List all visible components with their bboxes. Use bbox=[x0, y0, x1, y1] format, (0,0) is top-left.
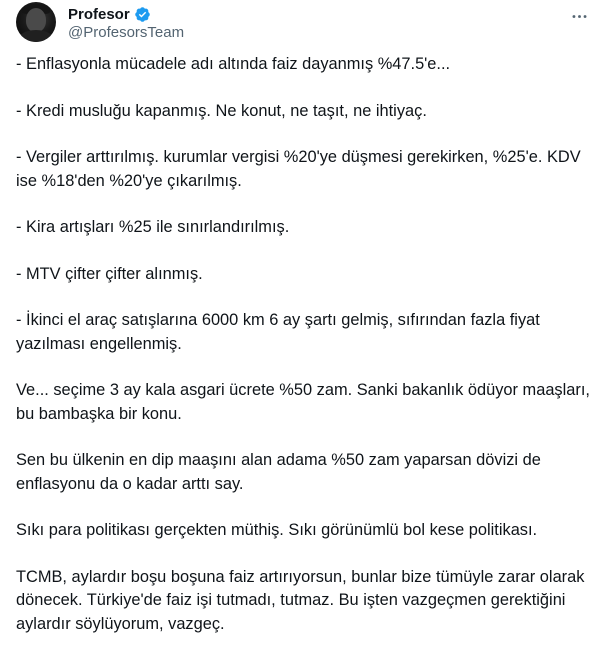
avatar[interactable] bbox=[16, 2, 56, 42]
avatar-face-shape bbox=[26, 8, 46, 32]
tweet-text bbox=[16, 53, 596, 659]
tweet-header bbox=[16, 2, 593, 46]
name-row bbox=[68, 4, 151, 24]
tweet-paragraph: - İkinci el araç satışlarına 6000 km 6 ay şartı gelmiş, sıfırından fazla fiyat yazılması engellenmiş. bbox=[16, 311, 540, 353]
author-handle[interactable]: @ProfesorsTeam bbox=[68, 24, 185, 41]
tweet-paragraph: - Kira artışları %25 ile sınırlandırılmış. bbox=[16, 218, 290, 236]
avatar-body-shape bbox=[18, 30, 54, 42]
verified-badge-icon bbox=[134, 6, 151, 23]
tweet-paragraph: Ve... seçime 3 ay kala asgari ücrete %50 zam. Sanki bakanlık ödüyor maaşları, bu bambaşka bir konu. bbox=[16, 381, 590, 423]
tweet-paragraph: - Vergiler arttırılmış. kurumlar vergisi %20'ye düşmesi gerekirken, %25'e. KDV ise %18'den %20'ye çıkarılmış. bbox=[16, 148, 581, 190]
more-horizontal-icon bbox=[570, 7, 589, 26]
tweet-paragraph: Sıkı para politikası gerçekten müthiş. Sıkı görünümlü bol kese politikası. bbox=[16, 521, 538, 539]
tweet-paragraph: - Enflasyonla mücadele adı altında faiz dayanmış %47.5'e... bbox=[16, 55, 451, 73]
tweet-paragraph: TCMB, aylardır boşu boşuna faiz artırıyorsun, bunlar bize tümüyle zarar olarak dönecek. Türkiye'de faiz işi tutmadı, tutmaz. Bu işten vazgeçmen gerektiğini aylardır söylüyorum, vazgeç. bbox=[16, 567, 585, 633]
more-options-button[interactable] bbox=[565, 2, 593, 30]
tweet-paragraph: - MTV çifter çifter alınmış. bbox=[16, 264, 203, 283]
author-display-name[interactable]: Profesor bbox=[68, 5, 130, 23]
tweet-paragraph: Sen bu ülkenin en dip maaşını alan adama %50 zam yaparsan dövizi de enflasyonu da o kadar arttı say. bbox=[16, 451, 541, 493]
tweet-paragraph: - Kredi musluğu kapanmış. Ne konut, ne taşıt, ne ihtiyaç. bbox=[16, 101, 427, 120]
